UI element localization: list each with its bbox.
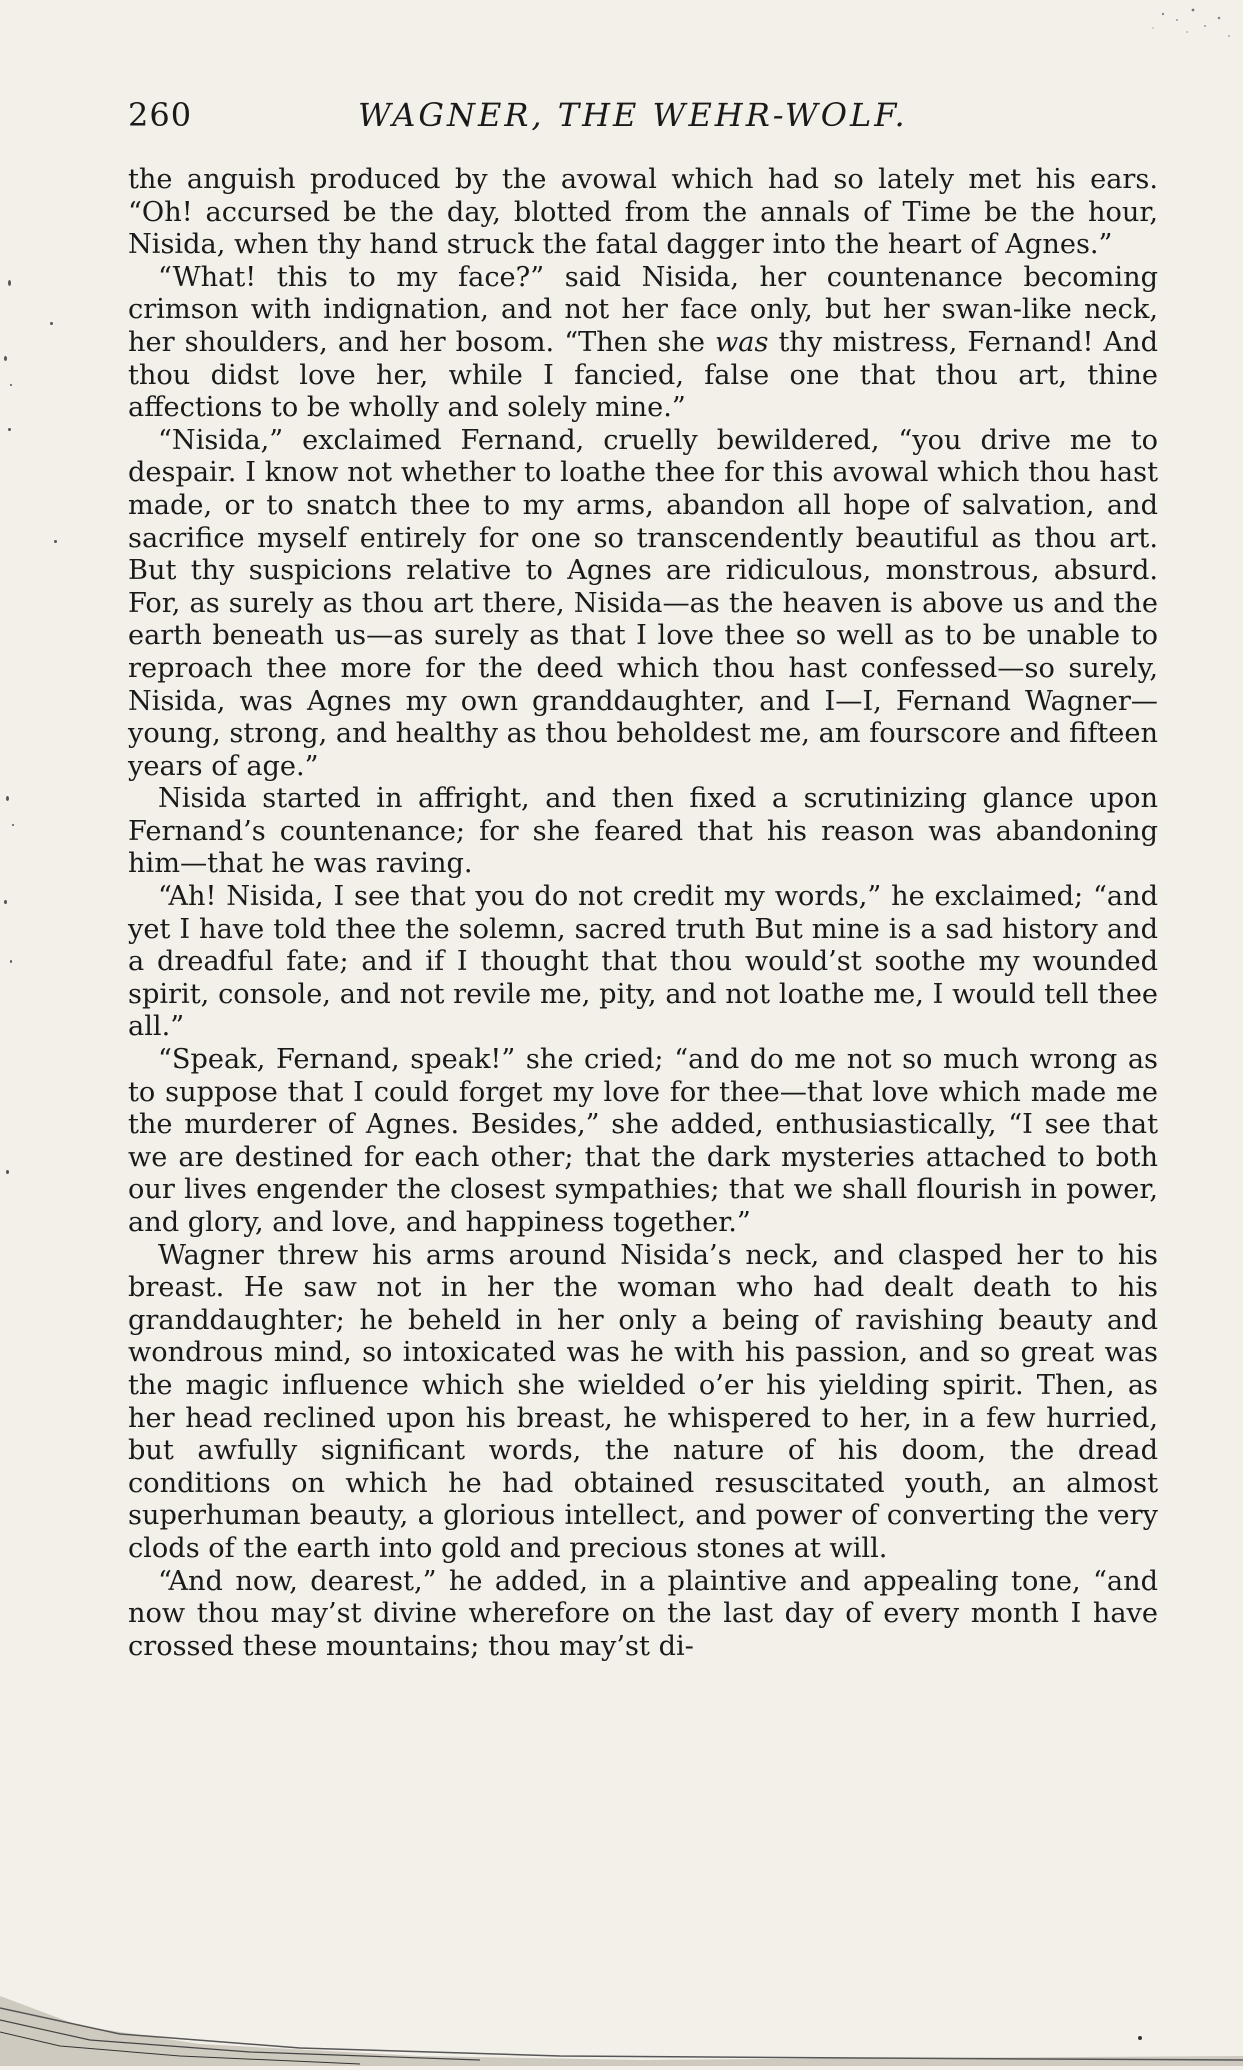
paragraph-2-part-2: thy mistress, Fernand! And thou didst love her, while I fancied, false one that thou art, thine affections to be wholly and solely mine.” <box>128 326 1159 424</box>
paragraph-2-part-1: “What! this to my face?” said Nisida, her countenance becoming crimson with indignation, and not her face only, but her swan-like neck, her shoulders, and her bosom. “Then she <box>128 261 1158 358</box>
paragraph-8: “And now, dearest,” he added, in a plaintive and appealing tone, “and now thou may’st divine wherefore on the last day of every month I have crossed these mountains; thou may’st di- <box>128 1565 1158 1662</box>
paragraph-1: the anguish produced by the avowal which had so lately met his ears. “Oh! accursed be the day, blotted from the annals of Time be the hour, Nisida, when thy hand struck the fatal dagger into the heart of Agnes.” <box>128 164 1158 261</box>
paragraph-7: Wagner threw his arms around Nisida’s neck, and clasped her to his breast. He saw not in her the woman who had dealt death to his granddaughter; he beheld in her only a being of ravishing beauty and wondrous mind, so intoxicated was he with his passion, and so great was the magic influence which she wielded o’er his yielding spirit. Then, as her head reclined upon his breast, he whispered to her, in a few hurried, but awfully significant words, the nature of his doom, the dread conditions on which he had obtained resuscitated youth, an almost superhuman beauty, a glorious intellect, and power of converting the very clods of the earth into gold and precious stones at will. <box>128 1239 1158 1564</box>
scan-edge-smear-bottom <box>0 1986 1243 2066</box>
paragraph-6: “Speak, Fernand, speak!” she cried; “and do me not so much wrong as to suppose that I could forget my love for thee—that love which made me the murderer of Agnes. Besides,” she added, enthusiastically, “I see that we are destined for each other; that the dark mysteries attached to both our lives engender the closest sympathies; that we shall flourish in power, and glory, and love, and happiness together.” <box>128 1044 1158 1238</box>
paragraph-5: “Ah! Nisida, I see that you do not credit my words,” he exclaimed; “and yet I have told thee the solemn, sacred truth But mine is a sad history and a dreadful fate; and if I thought that thou would’st soothe my wounded spirit, console, and not revile me, pity, and not loathe me, I would tell thee all.” <box>128 881 1158 1043</box>
paragraph-2 <box>128 262 1158 425</box>
running-title: WAGNER, THE WEHR-WOLF. <box>358 96 908 134</box>
page-number: 260 <box>128 96 193 134</box>
scan-speckle-left-margin <box>0 260 60 1260</box>
paragraph-3: “Nisida,” exclaimed Fernand, cruelly bewildered, “you drive me to despair. I know not whether to loathe thee for this avowal which thou hast made, or to snatch thee to my arms, abandon all hope of salvation, and sacrifice myself entirely for one so transcendently beautiful as thou art. But thy suspicions relative to Agnes are ridiculous, monstrous, absurd. For, as surely as thou art there, Nisida—as the heaven is above us and the earth beneath us—as surely as that I love thee so well as to be unable to reproach thee more for the deed which thou hast confessed—so surely, Nisida, was Agnes my own granddaughter, and I—I, Fernand Wagner—young, strong, and healthy as thou beholdest me, am fourscore and fifteen years of age.” <box>128 424 1158 782</box>
paragraph-4: Nisida started in affright, and then fixed a scrutinizing glance upon Fernand’s countenance; for she feared that his reason was abandoning him—that he was raving. <box>128 783 1158 880</box>
paragraph-2-italic-word: was <box>715 326 769 358</box>
running-head <box>128 96 1158 144</box>
body-text <box>128 164 1158 1663</box>
scan-speckle-top-right <box>1043 0 1243 60</box>
